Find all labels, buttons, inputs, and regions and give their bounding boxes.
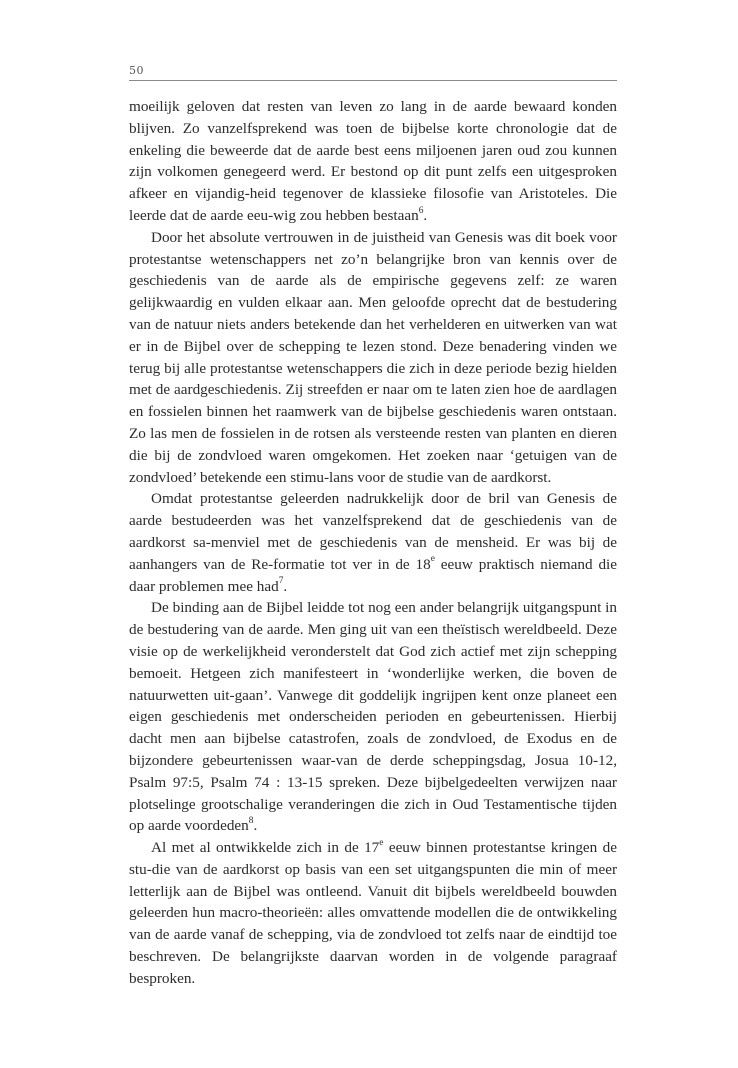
- body-text: [129, 96, 617, 990]
- paragraph-5-text-a: Al met al ontwikkelde zich in de 17: [151, 839, 380, 857]
- paragraph-2: Door het absolute vertrouwen in de juistheid van Genesis was dit boek voor protestantse wetenschappers net zo’n belangrijke bron van kennis over de geschiedenis van de aarde als de empirische gegevens zelf: ze waren gelijkwaardig en vulden elkaar aan. Men geloofde oprecht dat de bestudering van de natuur niets anders betekende dan het verhelderen en uitwerken van wat er in de Bijbel over de schepping te lezen stond. Deze benadering vinden we terug bij alle protestantse wetenschappers die zich in deze periode bezig hielden met de aardgeschiedenis. Zij streefden er naar om te laten zien hoe de aardlagen en fossielen binnen het raamwerk van de bijbelse geschiedenis waren ontstaan. Zo las men de fossielen in de rotsen als versteende resten van planten en dieren die bij de zondvloed waren omgekomen. Het zoeken naar ‘getuigen van de zondvloed’ betekende een stimu-lans voor de studie van de aardkorst.: [129, 228, 617, 486]
- footnote-ref-7: 7: [278, 576, 284, 587]
- paragraph-1: [129, 96, 617, 227]
- paragraph-3-tail: .: [283, 577, 288, 595]
- paragraph-3: [129, 488, 617, 597]
- running-header: [129, 62, 617, 81]
- footnote-ref-8: 8: [248, 815, 254, 826]
- paragraph-1-tail: .: [423, 206, 428, 224]
- paragraph-4-text: De binding aan de Bijbel leidde tot nog een ander belangrijk uitgangspunt in de bestudering van de aarde. Men ging uit van een theïstisch wereldbeeld. Deze visie op de werkelijkheid veronderstelt dat God zich actief met zijn schepping bemoeit. Hetgeen zich manifesteert in ‘wonderlijke werken, die boven de natuurwetten uit-gaan’. Vanwege dit goddelijk ingrijpen kent onze planeet een eigen geschiedenis met onderscheiden perioden en gebeurtenissen. Hierbij dacht men aan bijbelse catastrofen, zoals de zondvloed, de Exodus en de bijzondere gebeurtenissen waar-van de derde scheppingsdag, Josua 10-12, Psalm 97:5, Psalm 74 : 13-15 spreken. Deze bijbelgedeelten verwijzen naar plotselinge grootschalige veranderingen die zich in Oud Testamentische tijden op aarde voordeden: [129, 599, 617, 835]
- footnote-ref-6: 6: [418, 205, 424, 216]
- paragraph-1-text: moeilijk geloven dat resten van leven zo lang in de aarde bewaard konden blijven. Zo vanzelfsprekend was toen de bijbelse korte chronologie dat de enkeling die beweerde dat de aarde best eens miljoenen jaren oud zou kunnen zijn volkomen genegeerd werd. Er bestond op dit punt zelfs een uitgesproken afkeer en vijandig-heid tegenover de klassieke filosofie van Aristoteles. Die leerde dat de aarde eeu-wig zou hebben bestaan: [129, 98, 617, 224]
- paragraph-3-text-b: eeuw praktisch niemand die daar problemen mee had: [129, 555, 617, 595]
- paragraph-4-tail: .: [253, 817, 258, 835]
- paragraph-5: [129, 837, 617, 990]
- paragraph-5-text-b: eeuw binnen protestantse kringen de stu-die van de aardkorst op basis van een set uitgangspunten die min of meer letterlijk aan de Bijbel was ontleend. Vanuit dit bijbels wereldbeeld bouwden geleerden hun macro-theorieën: alles omvattende modellen die de ontwikkeling van de aarde vanaf de schepping, via de zondvloed tot zelfs naar de eindtijd toe beschreven. De belangrijkste daarvan worden in de volgende paragraaf besproken.: [129, 839, 617, 987]
- page-number: 50: [129, 64, 144, 77]
- paragraph-4: [129, 597, 617, 837]
- paragraph-3-text-a: Omdat protestantse geleerden nadrukkelijk door de bril van Genesis de aarde bestudeerden was het vanzelfsprekend dat de geschiedenis van de aardkorst sa-menviel met de geschiedenis van de mensheid. Er was bij de aanhangers van de Re-formatie tot ver in de 18: [129, 490, 617, 573]
- century-superscript: e: [430, 554, 435, 565]
- century-superscript: e: [379, 837, 384, 848]
